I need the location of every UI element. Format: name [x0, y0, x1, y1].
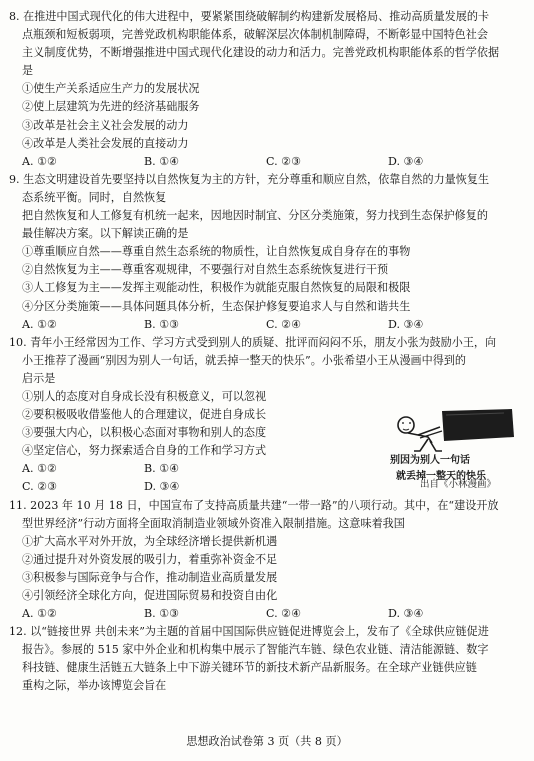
stem-line: 重构之际，举办该博览会旨在 [22, 679, 167, 693]
choice-b[interactable]: B. ①③ [144, 607, 180, 621]
statement-item: ④坚定信心，努力探索适合自身的工作和学习方式 [22, 444, 267, 458]
stem-line: 型世界经济”行动方面将全面取消制造业领域外资准入限制措施。这意味着我国 [22, 516, 405, 530]
exam-page [9, 8, 525, 696]
question-9 [9, 171, 525, 334]
choice-row [9, 153, 525, 171]
question-9-stem [9, 171, 525, 243]
choice-b[interactable]: B. ①④ [144, 154, 180, 168]
page-footer: 思想政治试卷第 3 页（共 8 页） [186, 735, 348, 748]
choice-a[interactable]: A. ①② [22, 154, 57, 168]
statement-item: ③人工修复为主——发挥主观能动性，积极作为就能克服自然恢复的局限和极限 [22, 281, 411, 295]
statement-item: ③改革是社会主义社会发展的动力 [22, 118, 189, 132]
choice-row [9, 605, 525, 623]
choice-c[interactable]: C. ②③ [22, 480, 58, 494]
stem-line: 启示是 [22, 371, 56, 385]
stem-line: 报告》。参展的 515 家中外企业和机构集中展示了智能汽车链、绿色农业链、清洁能源链、数字 [22, 643, 489, 657]
stem-line: 把自然恢复和人工修复有机统一起来，因地因时制宜、分区分类施策，努力找到生态保护修复的 [22, 209, 488, 223]
statement-item: ④引领经济全球化方向，促进国际贸易和投资自由化 [22, 589, 278, 602]
stem-line: 点瓶颈和短板弱项，完善党政机构职能体系，破解深层次体制机制障碍，不断彰显中国特色社会 [22, 28, 488, 42]
cartoon-text-line: 别因为别人一句话 [390, 455, 470, 466]
statement-item: ②要积极吸收借鉴他人的合理建议，促进自身成长 [22, 408, 267, 422]
statement-item: ②使上层建筑为先进的经济基础服务 [22, 100, 200, 114]
statement-item: ②自然恢复为主——尊重客观规律，不要强行对自然生态系统恢复进行干预 [22, 263, 389, 277]
stem-line: 最佳解决方案。以下解读正确的是 [22, 227, 189, 241]
choice-c[interactable]: C. ②③ [266, 154, 302, 168]
stem-line: 9. 生态文明建设首先要坚持以自然恢复为主的方针，充分尊重和顺应自然，依靠自然的力量恢复生 [9, 172, 490, 186]
stem-line: 12. 以“链接世界 共创未来”为主题的首届中国国际供应链促进博览会上，发布了《全球供应链促进 [9, 625, 489, 639]
question-8-stem [9, 8, 525, 80]
question-8 [9, 8, 525, 171]
choice-row [9, 478, 381, 496]
choice-row [9, 316, 525, 334]
question-10-stem [9, 334, 525, 388]
question-11-stem [9, 497, 525, 533]
statement-item: ③要强大内心，以积极心态面对事物和别人的态度 [22, 426, 267, 440]
statement-item: ④改革是人类社会发展的直接动力 [22, 136, 189, 150]
stem-line: 11. 2023 年 10 月 18 日，中国宣布了支持高质量共建“一带一路”的八项行动。其中，在“建设开放 [9, 498, 499, 512]
stem-line: 主义制度优势，不断增强推进中国式现代化建设的动力和活力。完善党政机构职能体系的哲学依据 [22, 46, 500, 60]
statement-item: ①尊重顺应自然——尊重自然生态系统的物质性，让自然恢复成自身存在的事物 [22, 245, 411, 259]
choice-b[interactable]: B. ①③ [144, 317, 180, 331]
cartoon-text-line: 就丢掉一整天的快乐 [396, 471, 486, 482]
statement-item: ①扩大高水平对外开放，为全球经济增长提供新机遇 [22, 534, 278, 548]
question-11 [9, 497, 525, 624]
stem-line: 8. 在推进中国式现代化的伟大进程中，要紧紧围绕破解制约构建新发展格局、推动高质量发展的卡 [9, 10, 490, 23]
stem-line: 是 [22, 64, 34, 78]
choice-row [9, 460, 381, 478]
choice-c[interactable]: C. ②④ [266, 317, 302, 331]
choice-a[interactable]: A. ①② [22, 462, 57, 476]
stem-line: 10. 青年小王经常因为工作、学习方式受到别人的质疑、批评而闷闷不乐，朋友小张为鼓励小王，向 [9, 335, 497, 349]
choice-d[interactable]: D. ③④ [388, 317, 424, 331]
statement-item: ④分区分类施策——具体问题具体分析，生态保护修复要追求人与自然和谐共生 [22, 299, 411, 313]
choice-d[interactable]: D. ③④ [388, 607, 424, 621]
statement-item: ①别人的态度对自身成长没有积极意义，可以忽视 [22, 389, 267, 403]
statement-item: ①使生产关系适应生产力的发展状况 [22, 82, 200, 96]
choice-d[interactable]: D. ③④ [144, 480, 180, 494]
choice-b[interactable]: B. ①④ [144, 462, 180, 476]
question-12 [9, 623, 525, 695]
cartoon-caption: 出自《小林漫画》 [420, 479, 497, 490]
stem-line: 小王推荐了漫画“别因为别人一句话，就丢掉一整天的快乐”。小张希望小王从漫画中得到的 [22, 353, 467, 367]
statement-item: ③积极参与国际竞争与合作，推动制造业高质量发展 [22, 570, 278, 584]
choice-d[interactable]: D. ③④ [388, 154, 424, 168]
choice-c[interactable]: C. ②④ [266, 607, 302, 621]
choice-a[interactable]: A. ①② [22, 607, 57, 621]
stem-line: 态系统平衡。同时，自然恢复 [22, 190, 167, 204]
question-12-stem [9, 623, 525, 695]
statement-item: ②通过提升对外资发展的吸引力，着重弥补资金不足 [22, 552, 278, 566]
stem-line: 科技链、健康生活链五大链条上中下游关键环节的新技术新产品新服务。在全球产业链供应链 [22, 661, 477, 675]
choice-a[interactable]: A. ①② [22, 317, 57, 331]
